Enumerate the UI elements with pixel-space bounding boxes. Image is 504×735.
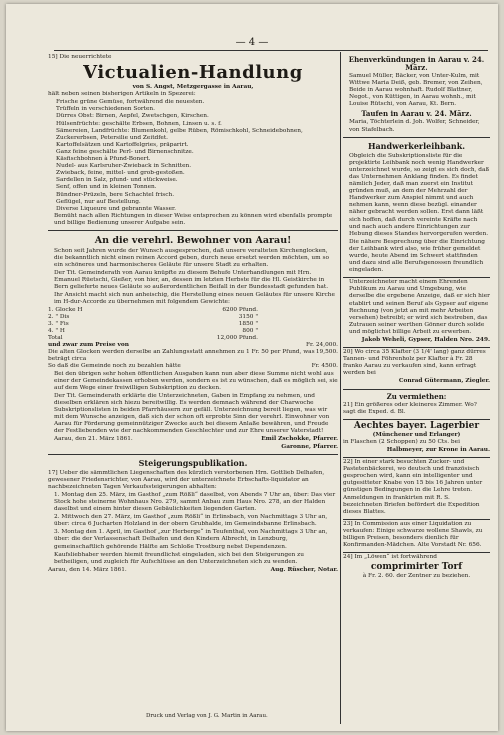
list-item: Sardellen in Salz, pfund- und stückweise. (56, 177, 178, 184)
firewood-ad (343, 347, 490, 385)
total-weight: 12,000 Pfund. (216, 335, 258, 342)
ad-subtitle: von S. Angst, Metzgergasse in Aarau, (132, 84, 254, 91)
marriage-banns-text: Samuel Müller, Bäcker, von Unter-Kulm, mit Wittwe Maria Deiß, geb. Bremer, von Zeihen, Beide in Aarau wohnhaft. Rudolf Blattner, Negot., von Küttigen, in Aarau wohnh., mit Louise Rütschi, von Aarau, Kt. Bern. (349, 73, 483, 108)
appeal-paragraph: Der Tit. Gemeinderath von Aarau knüpfte zu diesem Behufe Unterhandlungen mit Hrn. Emanuel Rüetschi, Gießer, von hier, an, dessen im letzten Herbste für die Hl. Geistkirche in Bern gelieferte neues Geläute so außerordentlichen Beifall in der Bundesstadt gefunden hat. Ihr Ansicht macht sich nun anheischig, die Herstellung eines neuen Geläutes für unsere Kirche im H-dur-Accorde zu übernehmen mit folgendem Gewichte: (54, 270, 335, 305)
list-item: Senf, offen und in kleinen Tonnen. (56, 184, 157, 191)
firewood-signature: Conrad Gütermann, Ziegler. (398, 378, 490, 385)
list-item: Hülsenfrüchte: geschälte Erbsen, Bohnen, Linsen u. s. f. (56, 120, 222, 127)
list-item: Bündner-Prüzeln, bere Schachtel frisch. (56, 191, 175, 198)
bell-label: 2. " Dis (48, 313, 70, 320)
bell-label: 1. Glocke H (48, 306, 83, 313)
list-item: Frische grüne Gemüse, fortwährend die neuesten. (56, 99, 205, 106)
auction-item: 1. Montag den 25. März, im Gasthof „zum Rößli“ daselbst, von Abends 7 Uhr an, über: Das vier Stock hohe steinerne Wohnhaus Nro. 279, sammt Anbau zum Haus Nro. 278, an der Halden daselbst und einem hinter diesen Gebäulichkeiten liegenden Garten. (54, 491, 336, 513)
ad-outro: Bemüht nach allen Richtungen in dieser Weise entsprechen zu können wird ebenfalls prompte und billige Bedienung unserer Aufgabe sein. (54, 212, 333, 226)
price-row (48, 342, 338, 349)
ad-title: Victualien-Handlung (83, 62, 303, 84)
price-value: Fr. 24,000. (306, 342, 338, 349)
loan-bank-paragraph: Die nähere Besprechung über die Einrichtung der Leihbank wird also, wie früher gemeldet wurde, heute Abend im Schwert stattfinden und dazu sind alle Berufsgenossen freundlich eingeladen. (349, 238, 486, 274)
auction-item: 2. Mittwoch den 27. März, im Gasthof „zum Rößli“ in Erlinsbach, von Nachmittags 3 Uhr an, über: circa 6 Jucharten Holzland in der obern Grubhalde, im Gemeindsbanne Erlinsbach. (54, 514, 328, 528)
list-item: Zwieback, feine, mittel- und grob-gestoßen. (56, 170, 185, 177)
commission-ad (343, 519, 490, 549)
right-column (343, 54, 490, 726)
list-item: Käsfischbohnen à Pfund-Bonert. (56, 156, 151, 163)
auction-title: Steigerungspublikation. (138, 457, 248, 468)
trade-in-text: Die alten Glocken werden derselbe an Zahlungsstatt annehmen zu 1 Fr. 50 per Pfund, was beträgt circa (48, 349, 315, 363)
bell-row (48, 321, 338, 328)
plasterer-signature: Jakob Weheli, Gypser, Halden Nro. 249. (361, 337, 490, 343)
beer-title: Aechtes bayer. Lagerbier (353, 420, 480, 431)
beer-signature: Halbmeyer, zur Krone in Aarau. (386, 446, 490, 453)
bell-total-row (48, 335, 338, 342)
apprentice-text: 22] In einer stark besuchten Zucker- und Pastetenbäckerei, wo deutsch und französisch gesprochen wird, kann ein intelligenter und gutgesitteter Knabe von 15 bis 16 Jahren unter günstigen Bedingungen in die Lehre treten. Anmeldungen in frankirten mit R. S. bezeichneten Briefen befördert die Expedition dieses Blattes. (343, 459, 483, 515)
signer-1: Emil Zschokke, Pfarrer. (261, 436, 338, 443)
ad-item-list (48, 99, 338, 213)
apprentice-ad (343, 457, 490, 516)
list-item: Diverse Liqueure und gebrannte Wasser. (56, 205, 177, 212)
trade-in-amount: 19,500. (315, 349, 338, 356)
peat-ad (343, 552, 490, 580)
peat-lead: 24] Im „Löwen“ ist fortwährend (343, 554, 437, 561)
left-column (48, 54, 338, 726)
bell-row (48, 328, 338, 335)
plasterer-ad (343, 277, 490, 344)
bell-weight: 6200 Pfund. (222, 306, 258, 313)
auction-item: 3. Montag den 1. April, im Gasthof „zur Herberge“ in Teufenthal, von Nachmittags 3 Uhr an, über: die der Verlassenschaft Delhafen und den Kindern Albrecht, in Lenzburg, gemeinschaftlich gehörende Hälfte am Schloße Trostburg nebst Dependenzen. (54, 529, 328, 550)
trade-in-row (48, 349, 338, 363)
list-item: Geflügel, nur auf Bestellung. (56, 198, 141, 205)
appeal-title: An die verehrl. Bewohner von Aarau! (94, 234, 292, 246)
bell-weight: 800 " (242, 328, 258, 334)
appeal-paragraph: Der Tit. Gemeinderath erklärte die Unterzeichneten, Gaben in Empfang zu nehmen, und dieselben erklären sich hiezu bereitwillig. Es werden demnach während der Charwoche Subskriptionslisten in beiden Pfarrhäusern zur gefäll. Unterzeichnung bereit liegen, was wir mit dem Wunsche anzeigen, daß sich der schon oft erprobte Sinn der verehrl. Einwohner von Aarau für Förderung gemeinnütziger Zwecke auch bei diesem Anlaße bewähren, und Freude der Festliebenden wie der nachkommenden Geschlechter und zur Ehre unserer Vaterstadt! (54, 392, 330, 435)
peat-title: comprimirter Torf (370, 562, 463, 573)
signer-2: Garonne, Pfarrer. (281, 443, 338, 450)
loan-bank-paragraph: Obgleich die Subskriptionsliste für die projektirte Leihbank noch wenig Handwerker unterzeichnet wurde, so zeigt es sich doch, daß das Unternehmen Anklang finden. Es findet nämlich Jeder, daß man zuerst ein Institut gründen muß, an dem der Mehrzahl der Handwerker zum Anspiel nimmt und auch nehmen kann, wenn diese bezügl. einander näher gebracht werden sollen. Erst dann läßt sich hoffen, daß durch vereinte Kräfte nach und nach auch andere Einrichtungen zur Hebung dieses Standes hervorgerufen werden. (349, 152, 490, 237)
bell-row (48, 314, 338, 321)
list-item: Nudel- aus Karlsruher-Zwieback in Schnitten. (56, 163, 192, 170)
rent-ad (343, 389, 490, 416)
bell-label: 3. " Fis (48, 320, 69, 327)
baptisms-text: Maria, Töchterlein d. Joh. Wolfer, Schneider, von Stafelbach. (349, 119, 480, 133)
ad-intro: hält neben seinen bisherigen Artikeln in Spezerei: (48, 91, 196, 98)
commission-text: 23] In Commission aus einer Liquidation zu verkaufen: Einige schwarze wollene Shawls, zu billigen Preisen, besonders dienlich für Konfirmanden-Mädchen. Alte Vorstadt Nr. 656. (343, 520, 483, 549)
place-date: Aarau, den 14. März 1861. (48, 566, 127, 573)
list-item: Trüffeln in verschiedenen Sorten. (56, 106, 155, 113)
loan-bank-notice (343, 137, 490, 275)
beer-text: in Flaschen (2 Schoppen) zu 50 Cts. bei (343, 438, 460, 445)
firewood-text: 20] Wo circa 35 Klafter (3 1/4' lang) ganz dürres Tannen- und Föhrenholz per Klafter à Fr. 28 franko Aarau zu verkaufen sind, kann erfragt werden bei (343, 349, 486, 377)
appeal-signature (48, 436, 338, 443)
peat-text: à Fr. 2. 60. der Zentner zu beziehen. (362, 573, 471, 580)
appeal-paragraph: Schon seit Jahren wurde der Wunsch ausgesprochen, daß unsere veralteten Kirchenglocken, die bekanntlich nicht einen reinen Accord geben, durch neue ersetzt werden möchten, um so ein schöneres und harmonischeres Geläute für unsere Stadt zu erhalten. (54, 247, 329, 269)
auction-paragraph: Kaufsliebhaber werden hiemit freundlichst eingeladen, sich bei den Steigerungen zu betheiligen, und zugleich für Aufschlüsse an den Unterzeichneten sich zu wenden. (54, 551, 304, 565)
price-label: und zwar zum Preise von (48, 342, 129, 349)
auction-signature (48, 567, 338, 574)
list-item: Sämereien, Landfrüchte: Blumenkohl, gelbe Rüben, Römischkohl, Schneidebohnen, Zuckererbsen, Petersilie und Zeitdfet. (56, 127, 303, 141)
bells-appeal (48, 230, 338, 451)
top-rule (54, 50, 488, 51)
loan-bank-title: Handwerkerleihbank. (367, 140, 466, 151)
list-item: Dürres Obst: Birnen, Aepfel, Zwetschgen, Kirschen. (56, 113, 209, 120)
bell-weight: 1850 " (238, 320, 258, 327)
bell-weight: 3150 " (238, 313, 258, 320)
baptisms-title: Taufen in Aarau v. 24. März. (361, 109, 472, 119)
beer-ad (343, 419, 490, 454)
remaining-amount: Fr. 4500. (311, 363, 338, 370)
remaining-text: So daß die Gemeinde noch zu bezahlen hätte (48, 363, 181, 370)
plasterer-text: Unterzeichneter macht einem Ehrenden Publikum zu Aarau und Umgebung, wie derselbe die ergebene Anzeige, daß er sich hier etablirt und seinen Beruf als Gypser auf eigene Rechnung (von jetzt an mit mehr Arbeiten versehen) betreibt; er wird sich bestreben, das Zutrauen seiner werthen Gönner durch solide und möglichst billige Arbeit zu erwerben. (349, 279, 490, 335)
bell-row (48, 307, 338, 314)
signer: Aug. Rüscher, Notar. (270, 566, 338, 573)
imprint-footer: Druck und Verlag von J. G. Martin in Aarau. (146, 713, 268, 719)
list-item: Ganz feine geschälte Perl- und Birnenschnitze. (56, 148, 194, 155)
rent-text: 21] Ein größeres oder kleineres Zimmer. Wo? sagt die Exped. d. Bl. (343, 401, 477, 415)
marriage-banns-title: Ehenverkündungen in Aarau v. 24. März. (348, 55, 485, 72)
auction-notice (48, 454, 338, 574)
ad-lead: 15] Die neuerrichtete (48, 54, 112, 60)
beer-subtitle: (Münchener und Erlanger) (372, 431, 461, 438)
total-label: Total (48, 335, 63, 342)
bell-label: 4. " H (48, 328, 65, 334)
rent-title: Zu vermiethen: (386, 391, 447, 401)
remaining-row (48, 363, 338, 370)
newspaper-page (6, 4, 498, 731)
victualien-ad (48, 54, 338, 227)
appeal-paragraph: Bei den übrigen sehr hohen öffentlichen Ausgaben kann nun aber diese Summe nicht wohl aus einer der Gemeindekassen erhoben werden, sondern es ist zu wünschen, daß es möglich sei, sie auf dem Wege einer freiwilligen Subskription zu decken. (54, 370, 338, 391)
place-date: Aarau, den 21. März 1861. (54, 436, 133, 443)
column-divider (340, 52, 341, 724)
list-item: Kartoffelsätzen und Kartoffelgries, präparirt. (56, 141, 189, 148)
page-number: — 4 — (235, 37, 269, 48)
auction-paragraph: 17] Ueber die sämmtlichen Liegenschaften des kürzlich verstorbenen Hrn. Gottlieb Delhafen, gewesener Friedensrichter, von Aarau, wird der unterzeichnete Erbschafts-liquidator an nachbezeichneten Tagen Verkaufssteigerungen abhalten: (48, 469, 325, 490)
